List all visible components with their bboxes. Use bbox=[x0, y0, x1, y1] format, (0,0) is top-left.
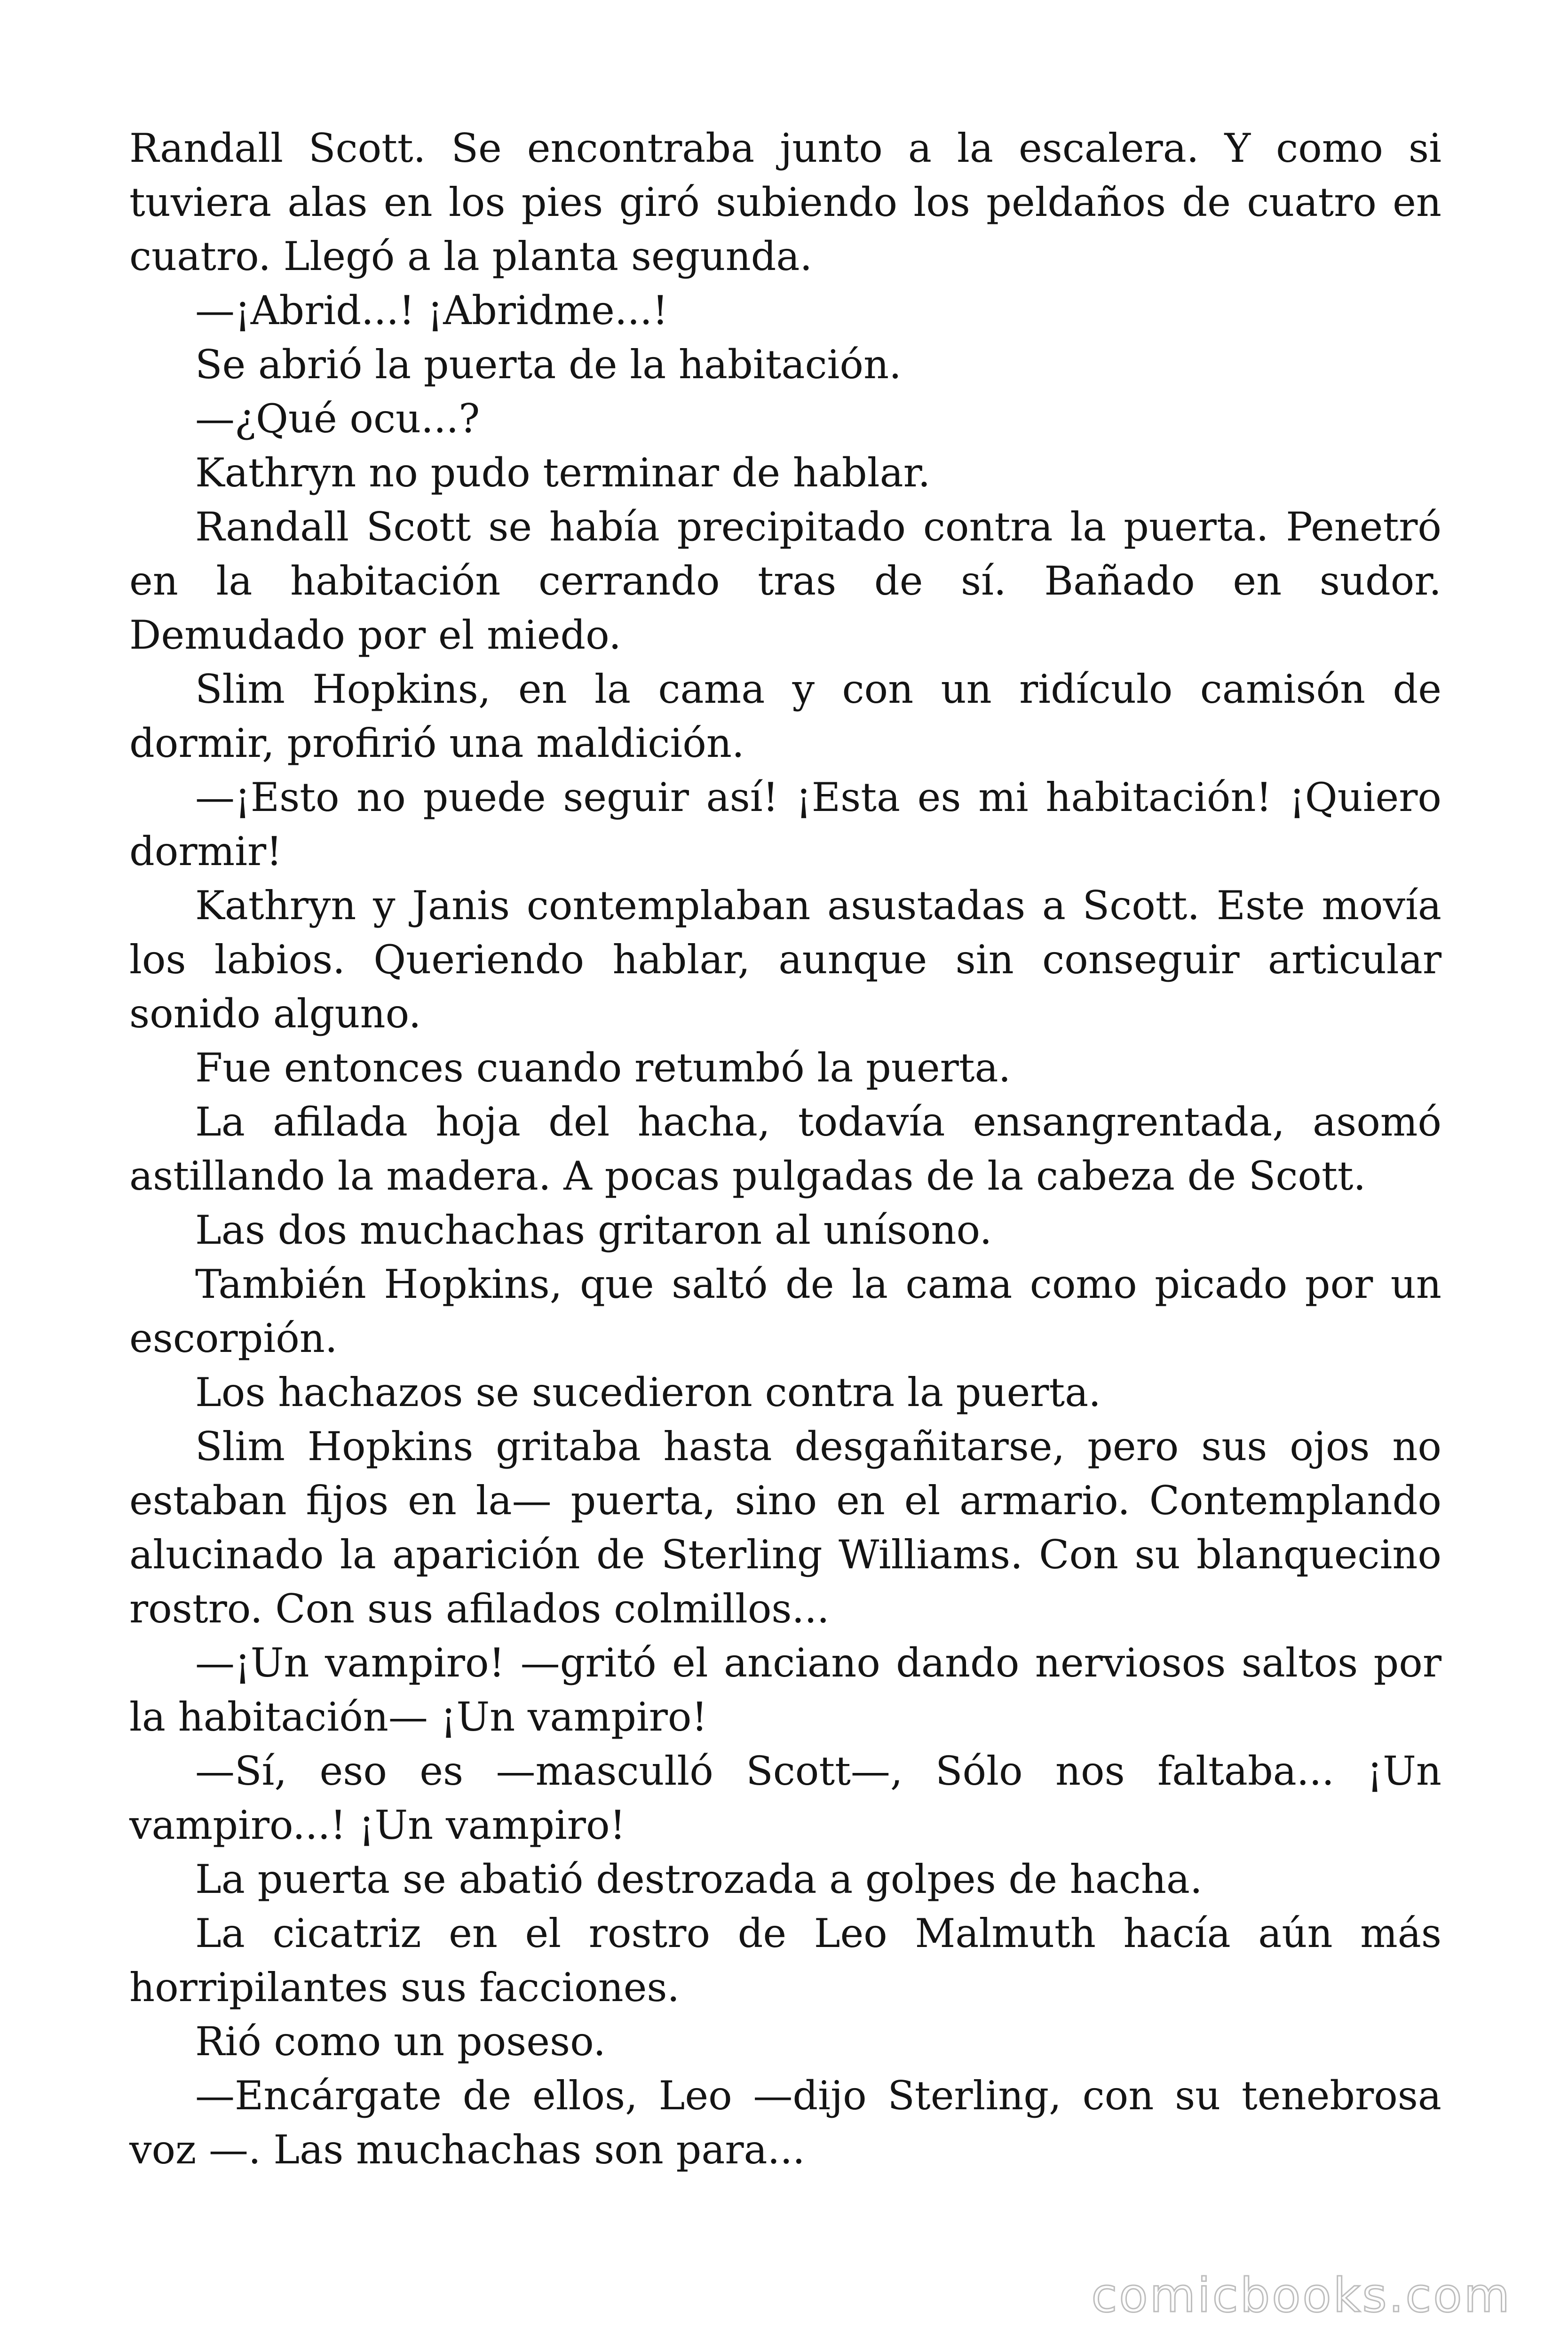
paragraph-14: Los hachazos se sucedieron contra la puerta. bbox=[195, 1369, 1101, 1415]
paragraph-9: Kathryn y Janis contemplaban asustadas a Scott. Este movía los labios. Queriendo hablar, aunque sin conseguir articular sonido alguno. bbox=[129, 882, 1441, 1037]
paragraph-15: Slim Hopkins gritaba hasta desgañitarse, pero sus ojos no estaban fijos en la— puerta, sino en el armario. Contemplando alucinado la aparición de Sterling Williams. Con su blanquecino rostro. Con sus afilados colmillos... bbox=[129, 1423, 1441, 1632]
paragraph-4: —¿Qué ocu...? bbox=[195, 396, 480, 442]
paragraph-2: —¡Abrid...! ¡Abridme...! bbox=[195, 287, 668, 334]
watermark: comicbooks.com bbox=[1091, 2268, 1512, 2323]
paragraph-19: La cicatriz en el rostro de Leo Malmuth hacía aún más horripilantes sus facciones. bbox=[129, 1910, 1441, 2010]
paragraph-21: —Encárgate de ellos, Leo —dijo Sterling, con su tenebrosa voz —. Las muchachas son para... bbox=[129, 2073, 1441, 2173]
paragraph-16: —¡Un vampiro! —gritó el anciano dando nerviosos saltos por la habitación— ¡Un vampiro! bbox=[129, 1640, 1441, 1740]
paragraph-7: Slim Hopkins, en la cama y con un ridículo camisón de dormir, profirió una maldición. bbox=[129, 666, 1441, 766]
paragraph-6: Randall Scott se había precipitado contra la puerta. Penetró en la habitación cerrando tras de sí. Bañado en sudor. Demudado por el miedo. bbox=[129, 504, 1441, 658]
paragraph-11: La afilada hoja del hacha, todavía ensangrentada, asomó astillando la madera. A pocas pulgadas de la cabeza de Scott. bbox=[129, 1099, 1441, 1199]
paragraph-8: —¡Esto no puede seguir así! ¡Esta es mi habitación! ¡Quiero dormir! bbox=[129, 774, 1441, 874]
paragraph-5: Kathryn no pudo terminar de hablar. bbox=[195, 450, 931, 496]
paragraph-17: —Sí, eso es —masculló Scott—, Sólo nos faltaba... ¡Un vampiro...! ¡Un vampiro! bbox=[129, 1748, 1441, 1848]
book-page-text bbox=[129, 121, 1441, 2177]
paragraph-12: Las dos muchachas gritaron al unísono. bbox=[195, 1207, 992, 1253]
paragraph-20: Rió como un poseso. bbox=[195, 2018, 606, 2065]
paragraph-13: También Hopkins, que saltó de la cama como picado por un escorpión. bbox=[129, 1261, 1441, 1361]
paragraph-18: La puerta se abatió destrozada a golpes de hacha. bbox=[195, 1856, 1203, 1902]
paragraph-3: Se abrió la puerta de la habitación. bbox=[195, 342, 902, 388]
paragraph-10: Fue entonces cuando retumbó la puerta. bbox=[195, 1045, 1011, 1091]
paragraph-1: Randall Scott. Se encontraba junto a la escalera. Y como si tuviera alas en los pies giró subiendo los peldaños de cuatro en cuatro. Llegó a la planta segunda. bbox=[129, 125, 1441, 279]
